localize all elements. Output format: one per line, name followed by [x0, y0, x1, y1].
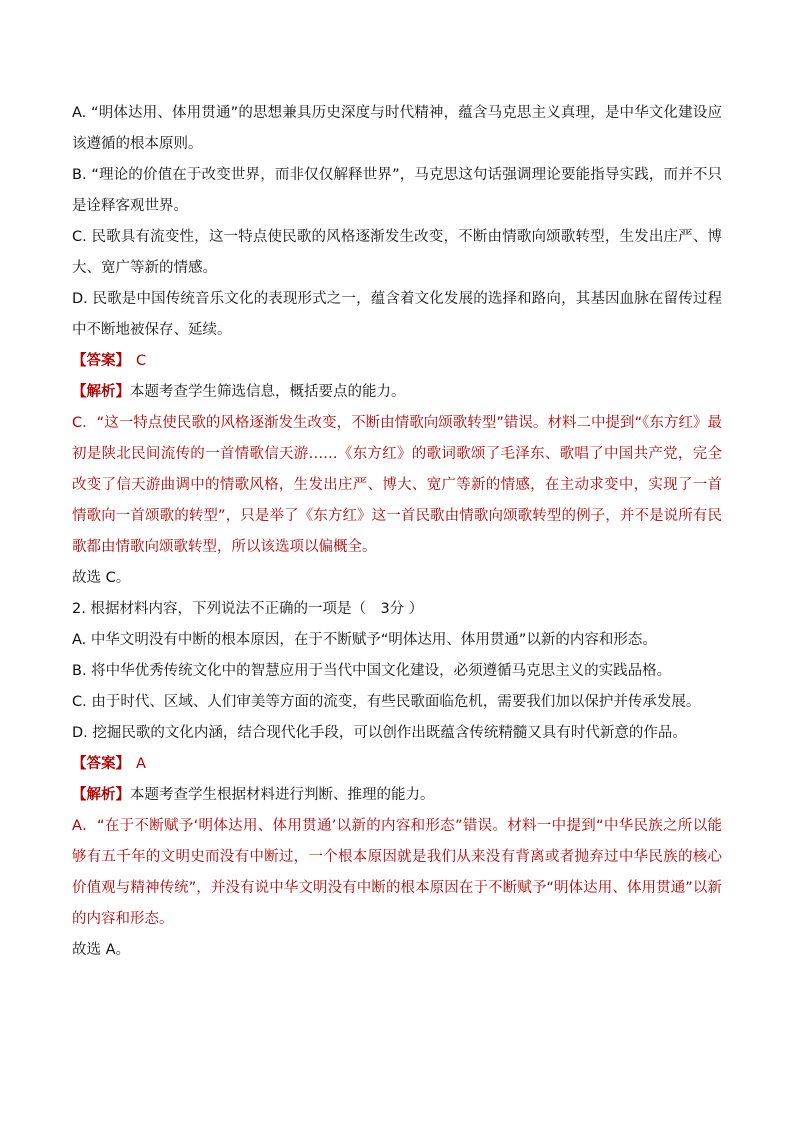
q1-answer-line	[72, 346, 722, 377]
q2-answer-tag: 【答案】	[72, 756, 130, 772]
q2-conclusion: 故选 A。	[72, 942, 131, 958]
q2-analysis-line	[72, 780, 722, 811]
q1-answer-tag: 【答案】	[72, 353, 130, 369]
q1-analysis-body: C．“这一特点使民歌的风格逐渐发生改变，不断由情歌向颂歌转型”错误。材料二中提到“《东方红》最初是陕北民间流传的一首情歌信天游……《东方红》的歌词歌颂了毛泽东、歌唱了中国共产党，完全改变了信天游曲调中的情歌风格，生发出庄严、博大、宽广等新的情感，在主动求变中，实现了一首情歌向一首颂歌的转型”，只是举了《东方红》这一首民歌由情歌向颂歌转型的例子，并不是说所有民歌都由情歌向颂歌转型，所以该选项以偏概全。	[72, 415, 722, 555]
q2-answer: A	[136, 756, 146, 772]
q1-analysis-intro: 本题考查学生筛选信息，概括要点的能力。	[130, 384, 406, 400]
q1-option-b: B. “理论的价值在于改变世界，而非仅仅解释世界”，马克思这句话强调理论要能指导实践，而并不只是诠释客观世界。	[72, 167, 722, 214]
q1-answer: C	[136, 353, 147, 369]
q1-conclusion: 故选 C。	[72, 570, 131, 586]
q2-option-c: C. 由于时代、区域、人们审美等方面的流变，有些民歌面临危机，需要我们加以保护并传承发展。	[72, 694, 701, 710]
q1-analysis-line	[72, 377, 722, 408]
document-page	[72, 98, 722, 966]
q2-answer-line	[72, 749, 722, 780]
q2-option-a: A. 中华文明没有中断的根本原因，在于不断赋予“明体达用、体用贯通”以新的内容和形态。	[72, 632, 657, 648]
q2-analysis-tag: 【解析】	[72, 787, 130, 803]
q2-stem: 2. 根据材料内容，下列说法不正确的一项是（ 3分 ）	[72, 601, 424, 617]
q1-option-d: D. 民歌是中国传统音乐文化的表现形式之一，蕴含着文化发展的选择和路向，其基因血脉在留传过程中不断地被保存、延续。	[72, 291, 722, 338]
q1-option-a: A. “明体达用、体用贯通”的思想兼具历史深度与时代精神，蕴含马克思主义真理，是中华文化建设应该遵循的根本原则。	[72, 105, 722, 152]
q1-analysis-tag: 【解析】	[72, 384, 130, 400]
q2-option-d: D. 挖掘民歌的文化内涵，结合现代化手段，可以创作出既蕴含传统精髓又具有时代新意的作品。	[72, 725, 687, 741]
q2-option-b: B. 将中华优秀传统文化中的智慧应用于当代中国文化建设，必须遵循马克思主义的实践品格。	[72, 663, 672, 679]
q1-option-c: C. 民歌具有流变性，这一特点使民歌的风格逐渐发生改变，不断由情歌向颂歌转型，生发出庄严、博大、宽广等新的情感。	[72, 229, 722, 276]
q2-analysis-intro: 本题考查学生根据材料进行判断、推理的能力。	[130, 787, 435, 803]
q2-analysis-body: A．“在于不断赋予‘明体达用、体用贯通’以新的内容和形态”错误。材料一中提到“中华民族之所以能够有五千年的文明史而没有中断过，一个根本原因就是我们从来没有背离或者抛弃过中华民族的核心价值观与精神传统”，并没有说中华文明没有中断的根本原因在于不断赋予“明体达用、体用贯通”以新的内容和形态。	[72, 818, 722, 927]
